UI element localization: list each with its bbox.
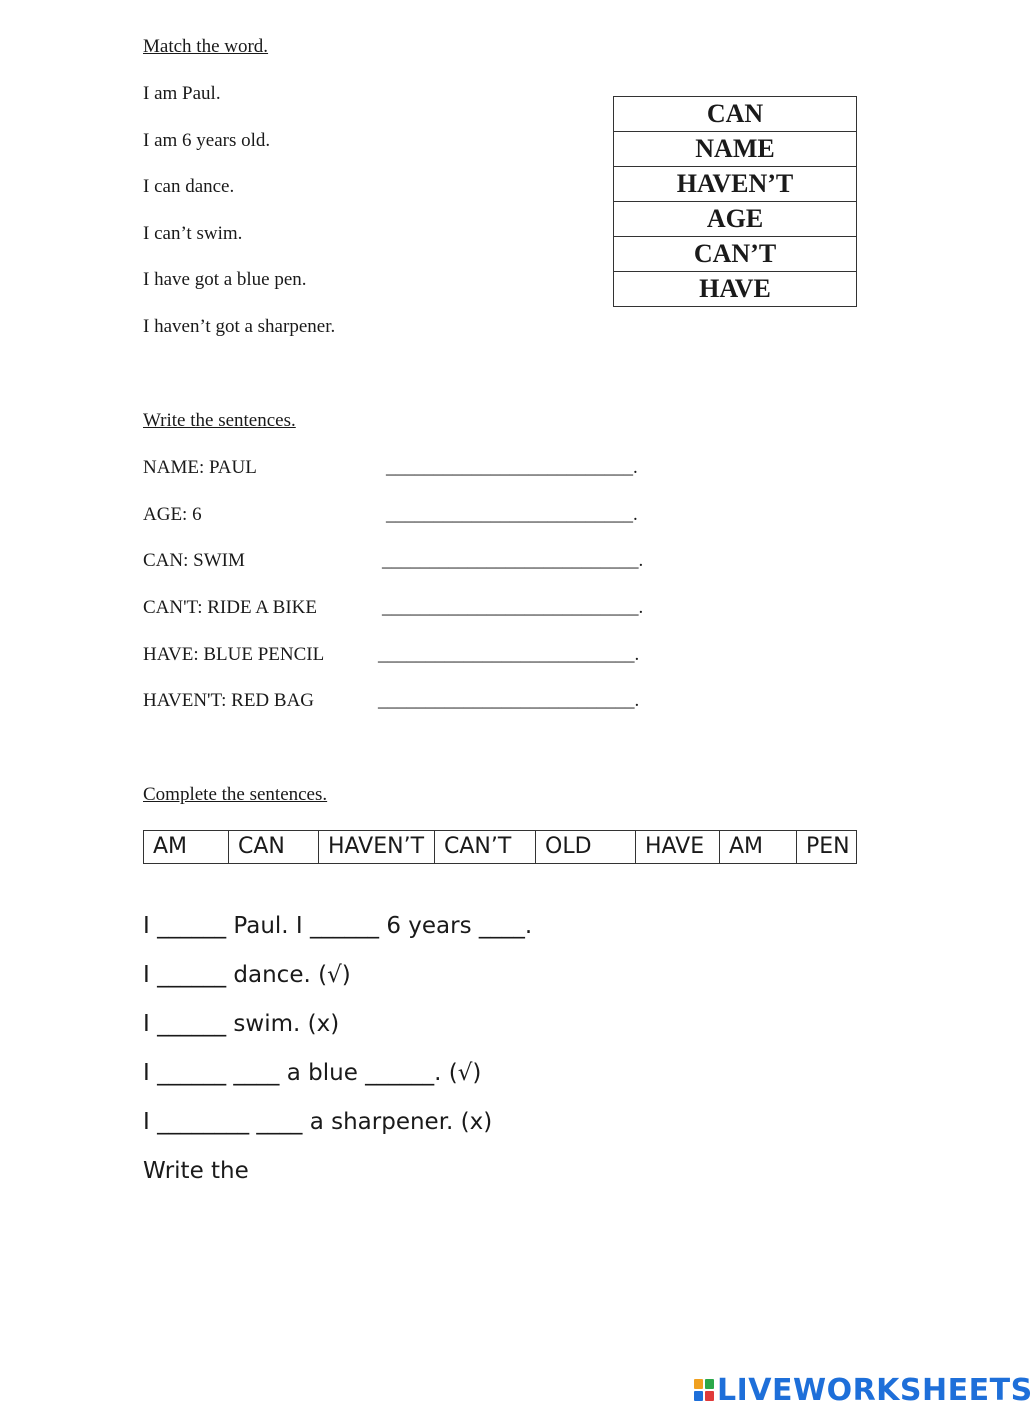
complete-sentence[interactable]: I ______ dance. (√) [143,962,351,988]
match-sentence: I am 6 years old. [143,130,271,151]
write-answer-line[interactable]: ___________________________. [382,597,644,618]
word-bank-cell[interactable]: OLD [536,831,636,864]
complete-sentence[interactable]: I ______ swim. (x) [143,1011,340,1037]
word-bank-cell[interactable]: CAN [229,831,319,864]
write-answer-line[interactable]: ___________________________. [378,644,640,665]
write-answer-line[interactable]: ___________________________. [382,550,644,571]
write-prompt: HAVEN'T: RED BAG [143,690,315,711]
match-word[interactable]: CAN’T [614,237,857,272]
complete-heading: Complete the sentences. [143,784,328,805]
liveworksheets-logo [694,1374,1033,1406]
trailing-text: Write the [143,1158,249,1184]
match-word[interactable]: CAN [614,97,857,132]
word-bank-cell[interactable]: AM [144,831,229,864]
logo-text: LIVEWORKSHEETS [717,1372,1033,1408]
word-bank-cell[interactable]: HAVE [636,831,720,864]
complete-sentence[interactable]: I ______ ____ a blue ______. (√) [143,1060,482,1086]
match-word[interactable]: HAVE [614,272,857,307]
write-prompt: CAN: SWIM [143,550,245,571]
write-answer-line[interactable]: __________________________. [386,457,638,478]
match-sentence: I haven’t got a sharpener. [143,316,336,337]
word-bank-cell[interactable]: PEN [797,831,857,864]
match-sentence: I can dance. [143,176,235,197]
write-prompt: NAME: PAUL [143,457,257,478]
write-prompt: HAVE: BLUE PENCIL [143,644,325,665]
word-bank-cell[interactable]: CAN’T [435,831,536,864]
word-bank [143,830,857,864]
word-bank-cell[interactable]: AM [720,831,797,864]
write-prompt: AGE: 6 [143,504,202,525]
match-word-table [613,96,857,307]
complete-sentence[interactable]: I ________ ____ a sharpener. (x) [143,1109,493,1135]
write-answer-line[interactable]: ___________________________. [378,690,640,711]
match-sentence: I can’t swim. [143,223,243,244]
match-heading: Match the word. [143,36,269,57]
write-prompt: CAN'T: RIDE A BIKE [143,597,318,618]
match-word[interactable]: HAVEN’T [614,167,857,202]
write-heading: Write the sentences. [143,410,296,431]
liveworksheets-logo-icon [694,1379,714,1401]
complete-sentence[interactable]: I ______ Paul. I ______ 6 years ____. [143,913,533,939]
match-sentence: I am Paul. [143,83,221,104]
match-word[interactable]: NAME [614,132,857,167]
match-sentence: I have got a blue pen. [143,269,307,290]
match-word[interactable]: AGE [614,202,857,237]
write-answer-line[interactable]: __________________________. [386,504,638,525]
word-bank-cell[interactable]: HAVEN’T [319,831,435,864]
